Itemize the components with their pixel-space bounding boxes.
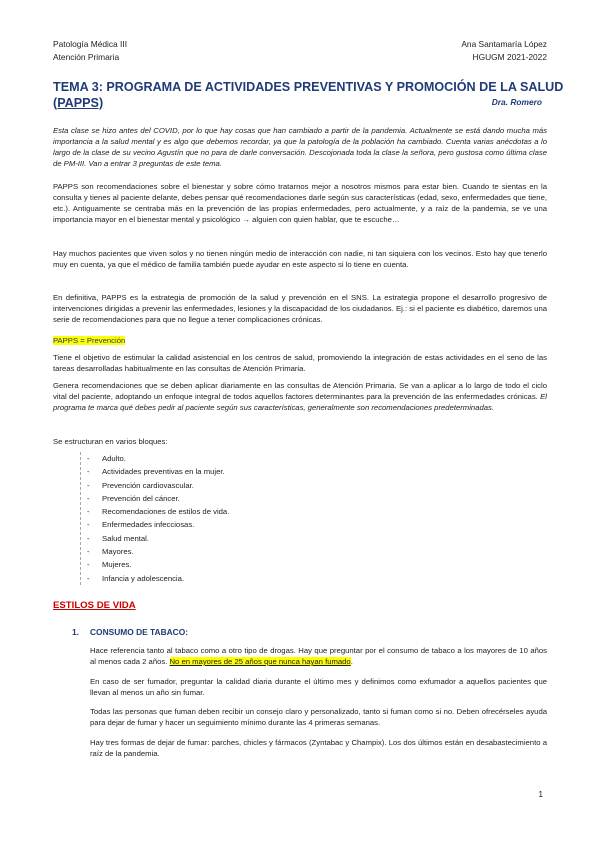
intro-paragraph: Esta clase se hizo antes del COVID, por lo que hay cosas que han cambiado a partir de la pandemia. Actualmente se está dando mucha más importancia a la salud mental y es algo que debemos recordar, ya que la patología de la población ha cambiado. Cuenta varias anécdotas a lo largo de la clase de su vecino Agustín que no para de darle conversación. Descojonada toda la clase la señora, pero gustosa como última clase de PM-III. Van a entrar 3 preguntas de este tema. xyxy=(53,126,547,168)
page-number: 1 xyxy=(538,789,543,799)
header-left xyxy=(53,38,127,64)
list-item: - Adulto. xyxy=(85,452,385,465)
highlight-label: PAPPS = Prevención xyxy=(53,336,126,345)
list-item: - Prevención cardiovascular. xyxy=(85,479,385,492)
title-line-2: (PAPPS) xyxy=(53,95,104,110)
section-title: ESTILOS DE VIDA xyxy=(53,600,136,611)
institution-year: HGUGM 2021-2022 xyxy=(472,52,547,62)
tobacco-paragraph-1-end: . xyxy=(350,657,353,666)
course-subject: Atención Primaria xyxy=(53,52,120,62)
subsection-heading xyxy=(72,627,188,637)
paragraph-5-text: Genera recomendaciones que se deben aplicar diariamente en las consultas de Atención Primaria. Se van a aplicar a lo largo de todo el ciclo vital del paciente, adoptando un enfoque integral de todos aquellos factores determinantes para la prevención de las enfermedades crónicas. xyxy=(53,381,547,401)
paragraph-4: Tiene el objetivo de estimular la calidad asistencial en los centros de salud, promoviendo la integración de estas actividades en el seno de las tareas desarrolladas habitualmente en las consultas de Atención Primaria. xyxy=(53,353,547,373)
blocks-intro: Se estructuran en varios bloques: xyxy=(53,437,168,446)
blocks-list xyxy=(80,452,385,585)
list-item: - Salud mental. xyxy=(85,532,385,545)
header-right xyxy=(461,38,547,64)
list-item: - Mayores. xyxy=(85,545,385,558)
list-item: - Infancia y adolescencia. xyxy=(85,572,385,585)
list-item: - Prevención del cáncer. xyxy=(85,492,385,505)
author-name: Ana Santamaría López xyxy=(461,39,547,49)
tobacco-paragraph-1-text: Hace referencia tanto al tabaco como a otro tipo de drogas. Hay que preguntar por el consumo de tabaco a los mayores de 10 años al menos cada 2 años. xyxy=(90,646,547,666)
list-item: - Mujeres. xyxy=(85,558,385,571)
title-line-1: TEMA 3: PROGRAMA DE ACTIVIDADES PREVENTIVAS Y PROMOCIÓN DE LA SALUD xyxy=(53,80,564,94)
paragraph-5-italic: El programa te marca qué debes pedir al paciente según sus características, generalmente son recomendaciones predeterminadas. xyxy=(53,392,547,412)
lecturer-name: Dra. Romero xyxy=(491,97,542,107)
tobacco-paragraph-1 xyxy=(90,645,547,667)
document-title xyxy=(53,80,564,111)
highlight-label-line xyxy=(53,335,547,346)
paragraph-3: En definitiva, PAPPS es la estrategia de promoción de la salud y prevención en el SNS. La estrategia propone el desarrollo progresivo de intervenciones dirigidas a prevenir las enfermedades, lesiones y la discapacidad de los ciudadanos. Ej.: si el paciente es diabético, daremos una serie de recomendaciones para que no llegue a tener complicaciones crónicas. xyxy=(53,293,547,324)
subsection-title: CONSUMO DE TABACO: xyxy=(90,627,189,637)
paragraph-2: Hay muchos pacientes que viven solos y no tienen ningún medio de interacción con nadie, ni tan siquiera con los vecinos. Esto hay que tenerlo muy en cuenta, ya que el médico de familia también puede ayudar en este aspecto si lo tiene en cuenta. xyxy=(53,249,547,269)
subsection-number: 1. xyxy=(72,627,79,637)
paragraph-1: PAPPS son recomendaciones sobre el bienestar y sobre cómo tratarnos mejor a nosotros mismos para estar bien. Cuando te sientas en la consulta y tienes al paciente delante, debes pensar qué recomendaciones darle según sus características (edad, sexo, enfermedades que tiene, etc.). Antiguamente se centraba más en la prevención de las propias enfermedades, pero actualmente, y a raíz de la pandemia, se ve una importancia mayor en el bienestar mental y psicológico → alguien con quien hablar, que te escuche… xyxy=(53,182,547,224)
list-item: - Actividades preventivas en la mujer. xyxy=(85,465,385,478)
tobacco-highlight: No en mayores de 25 años que nunca hayan fumado xyxy=(169,657,351,666)
tobacco-paragraph-2: En caso de ser fumador, preguntar la calidad diaria durante el último mes y definimos como exfumador a aquellos pacientes que llevan al menos un año sin fumar. xyxy=(90,677,547,697)
list-item: - Enfermedades infecciosas. xyxy=(85,518,385,531)
list-item: - Recomendaciones de estilos de vida. xyxy=(85,505,385,518)
tobacco-paragraph-4: Hay tres formas de dejar de fumar: parches, chicles y fármacos (Zyntabac y Champix). Los dos últimos están en desabastecimiento a raíz de la pandemia. xyxy=(90,738,547,758)
course-name: Patología Médica III xyxy=(53,39,128,49)
paragraph-5 xyxy=(53,380,547,413)
tobacco-paragraph-3: Todas las personas que fuman deben recibir un consejo claro y personalizado, tanto si fuman como si no. Deben ofrecérseles ayuda para dejar de fumar y hacer un seguimiento mínimo durante las 4 primeras semanas. xyxy=(90,707,547,727)
